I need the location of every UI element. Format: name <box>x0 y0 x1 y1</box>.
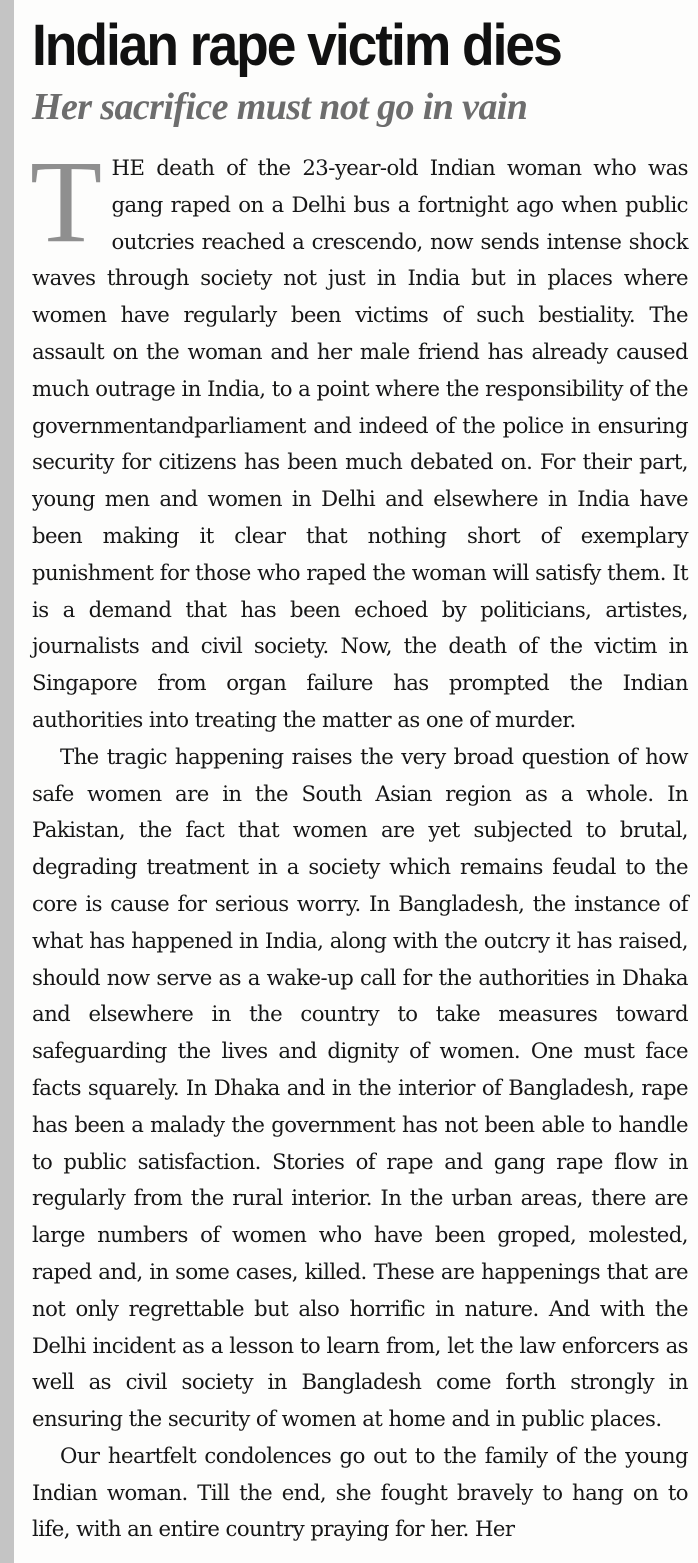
left-margin-rule <box>0 0 14 1563</box>
paragraph-1 <box>30 136 688 739</box>
paragraph-2: The tragic happening raises the very broad question of how safe women are in the South Asian region as a whole. In Pakistan, the fact that women are yet subjected to brutal, degrading treatment in a society which remains feudal to the core is cause for serious worry. In Bangladesh, the instance of what has happened in India, along with the outcry it has raised, should now serve as a wake-up call for the authorities in Dhaka and elsewhere in the country to take measures toward safeguarding the lives and dignity of women. One must face facts squarely. In Dhaka and in the interior of Bangladesh, rape has been a malady the government has not been able to handle to public satisfaction. Stories of rape and gang rape flow in regularly from the rural interior. In the urban areas, there are large numbers of women who have been groped, molested, raped and, in some cases, killed. These are happenings that are not only regrettable but also horrific in nature. And with the Delhi incident as a lesson to learn from, let the law enforcers as well as civil society in Bangladesh come forth strongly in ensuring the security of women at home and in public places. <box>32 743 688 1432</box>
headline: Indian rape victim dies <box>32 13 561 78</box>
paragraph-1-text: HE death of the 23-year-old Indian woman who was gang raped on a Delhi bus a fortnight ago when public outcries reached a crescendo, now sends intense shock waves through society not just in India but in places where women have regularly been victims of such bestiality. The assault on the woman and her male friend has already caused much outrage in India, to a point where the responsibility of the governmentandparliament and indeed of the police in ensuring security for citizens has been much debated on. For their part, young men and women in Delhi and elsewhere in India have been making it clear that nothing short of exemplary punishment for those who raped the woman will satisfy them. It is a demand that has been echoed by politicians, artistes, journalists and civil society. Now, the death of the victim in Singapore from organ failure has prompted the Indian authorities into treating the matter as one of murder. <box>32 155 688 732</box>
drop-cap: T <box>30 136 102 267</box>
article <box>32 14 688 1548</box>
paragraph-3: Our heartfelt condolences go out to the family of the young Indian woman. Till the end, she fought bravely to hang on to life, with an entire country praying for her. Her <box>32 1442 688 1542</box>
article-body <box>30 136 688 1548</box>
subheadline: Her sacrifice must not go in vain <box>32 86 528 128</box>
